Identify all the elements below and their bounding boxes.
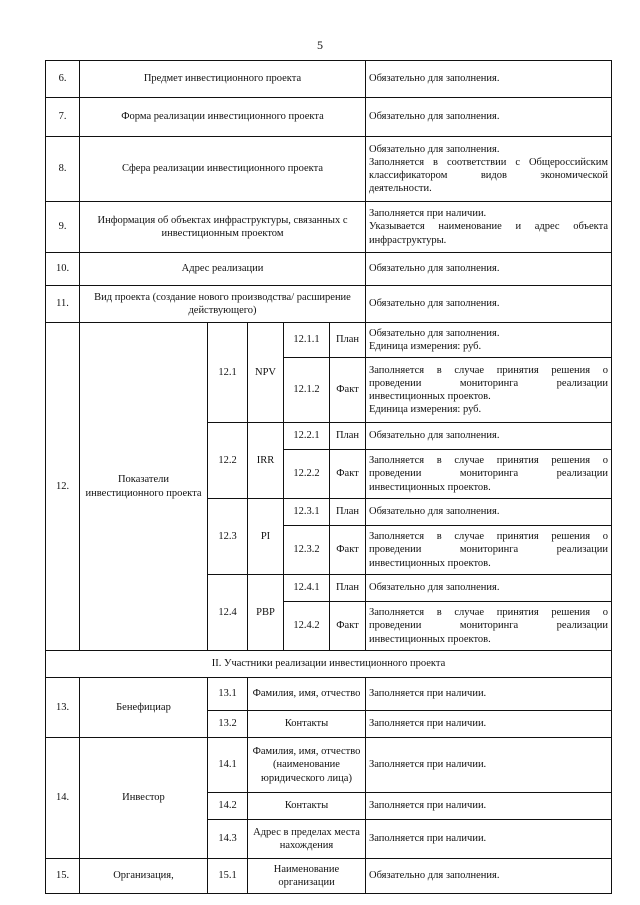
table-row [46, 253, 612, 286]
indicator-code [208, 423, 248, 499]
item-code-line: 14.2 [218, 800, 237, 812]
row-number [46, 253, 80, 286]
table-row [46, 651, 612, 678]
row-description [366, 253, 612, 286]
fact-label-line: Факт [336, 384, 359, 396]
section-title-line: II. Участники реализации инвестиционного проекта [211, 658, 446, 670]
fact-label-line: Факт [336, 468, 359, 480]
item-name-line: Контакты [284, 718, 329, 730]
row-number [46, 323, 80, 651]
fact-description [366, 450, 612, 499]
indicator-code [208, 499, 248, 575]
row-name-line: Информация об объектах инфраструктуры, связанных с инвестиционным проектом [97, 214, 348, 239]
row-name-line: Предмет инвестиционного проекта [143, 73, 302, 85]
item-code-line: 13.1 [218, 688, 237, 700]
row-name-line: Инвестор [122, 792, 165, 804]
item-code [208, 859, 248, 894]
fact-label [330, 450, 366, 499]
page-number: 5 [317, 38, 323, 52]
item-name [248, 711, 366, 738]
item-description-line: Заполняется при наличии. [369, 718, 487, 730]
fact-code [284, 526, 330, 575]
item-code-line: 13.2 [218, 718, 237, 730]
row-name-line: Показатели инвестиционного проекта [85, 474, 202, 499]
indicator-name-line: PBP [256, 606, 275, 618]
table-row [46, 286, 612, 323]
item-code-line: 14.1 [218, 759, 237, 771]
indicator-name [248, 499, 284, 575]
item-code [208, 738, 248, 793]
table-row [46, 678, 612, 711]
row-name [80, 678, 208, 738]
fact-label-line: Факт [336, 544, 359, 556]
row-number [46, 61, 80, 98]
row-number-line: 9. [58, 221, 67, 233]
fact-code-line: 12.4.2 [293, 620, 320, 632]
fact-code [284, 358, 330, 423]
item-description [366, 820, 612, 859]
row-name [80, 202, 366, 253]
fact-label [330, 358, 366, 423]
row-number-line: 10. [55, 263, 70, 275]
row-number [46, 286, 80, 323]
item-code-line: 15.1 [218, 870, 237, 882]
fact-label-line: Факт [336, 620, 359, 632]
indicator-name [248, 423, 284, 499]
item-description [366, 738, 612, 793]
item-description-line: Заполняется при наличии. [369, 688, 487, 700]
plan-label [330, 323, 366, 358]
table-row [46, 738, 612, 793]
investment-project-table [45, 60, 612, 894]
indicator-name-line: PI [260, 530, 271, 542]
plan-description-line: Обязательно для заполнения. [369, 506, 500, 518]
row-description [366, 61, 612, 98]
item-code [208, 820, 248, 859]
item-description [366, 859, 612, 894]
row-number [46, 738, 80, 859]
indicator-code [208, 575, 248, 651]
plan-description [366, 423, 612, 450]
row-name [80, 61, 366, 98]
row-description-line: Обязательно для заполнения. [369, 73, 500, 85]
row-description-line: Обязательно для заполнения. [369, 111, 500, 123]
row-number-line: 15. [55, 870, 70, 882]
indicator-code-line: 12.2 [218, 454, 237, 466]
row-description-line: Заполняется при наличии. [369, 208, 487, 220]
plan-label [330, 423, 366, 450]
plan-label-line: План [335, 334, 360, 346]
row-description [366, 98, 612, 137]
row-name-line: Организация, [113, 870, 174, 882]
item-name-line: Адрес в пределах места нахождения [253, 826, 360, 851]
row-number [46, 137, 80, 202]
indicator-name [248, 575, 284, 651]
fact-description-line: Заполняется в случае принятия решения о проведении мониторинга реализации инвестиционных проектов. [369, 364, 608, 402]
fact-code [284, 450, 330, 499]
row-name [80, 859, 208, 894]
plan-label-line: План [335, 506, 360, 518]
fact-description-line: Заполняется в случае принятия решения о проведении мониторинга реализации инвестиционных проектов. [369, 531, 608, 569]
row-description [366, 137, 612, 202]
item-name-line: Наименование организации [273, 863, 340, 888]
fact-code-line: 12.3.2 [293, 544, 320, 556]
row-name-line: Сфера реализации инвестиционного проекта [121, 163, 323, 175]
indicator-name-line: IRR [256, 454, 275, 466]
plan-description-line: Обязательно для заполнения. [369, 430, 500, 442]
item-description [366, 793, 612, 820]
fact-code-line: 12.2.2 [293, 468, 320, 480]
fact-description [366, 526, 612, 575]
plan-description-line: Обязательно для заполнения. [369, 327, 500, 339]
row-number-line: 12. [55, 480, 70, 492]
fact-code [284, 602, 330, 651]
plan-description [366, 323, 612, 358]
row-name-line: Адрес реализации [181, 263, 264, 275]
table-row [46, 202, 612, 253]
indicator-code-line: 12.1 [218, 366, 237, 378]
item-name [248, 678, 366, 711]
row-name [80, 323, 208, 651]
plan-label [330, 499, 366, 526]
indicator-code [208, 323, 248, 423]
row-name [80, 137, 366, 202]
plan-description-line: Обязательно для заполнения. [369, 582, 500, 594]
plan-code-line: 12.4.1 [293, 582, 320, 594]
indicator-name-line: NPV [254, 366, 276, 378]
item-description [366, 678, 612, 711]
row-description [366, 202, 612, 253]
row-number [46, 202, 80, 253]
row-number-line: 11. [56, 298, 69, 310]
item-name [248, 738, 366, 793]
row-number-line: 14. [55, 792, 70, 804]
table-row [46, 137, 612, 202]
section-title [46, 651, 612, 678]
row-name-line: Форма реализации инвестиционного проекта [121, 111, 324, 123]
plan-code [284, 575, 330, 602]
plan-code [284, 499, 330, 526]
row-description-line: Указывается наименование и адрес объекта инфраструктуры. [369, 221, 608, 246]
plan-code-line: 12.1.1 [293, 334, 320, 346]
item-name [248, 820, 366, 859]
row-number-line: 13. [55, 701, 70, 713]
fact-description [366, 358, 612, 423]
fact-description-line: Заполняется в случае принятия решения о проведении мониторинга реализации инвестиционных проектов. [369, 607, 608, 645]
row-number [46, 678, 80, 738]
item-code [208, 793, 248, 820]
row-number [46, 98, 80, 137]
item-description-line: Заполняется при наличии. [369, 833, 487, 845]
row-description-line: Обязательно для заполнения. [369, 143, 500, 155]
item-code [208, 711, 248, 738]
row-number [46, 859, 80, 894]
row-number-line: 8. [58, 163, 67, 175]
item-description [366, 711, 612, 738]
item-description-line: Заполняется при наличии. [369, 759, 487, 771]
table-row [46, 323, 612, 358]
plan-code-line: 12.2.1 [293, 430, 320, 442]
row-name-line: Вид проекта (создание нового производства/ расширение действующего) [94, 291, 351, 316]
plan-label-line: План [335, 582, 360, 594]
plan-description [366, 499, 612, 526]
item-name-line: Фамилия, имя, отчество (наименование юридического лица) [252, 746, 361, 784]
plan-code [284, 323, 330, 358]
item-name [248, 793, 366, 820]
plan-code-line: 12.3.1 [293, 506, 320, 518]
table-row [46, 859, 612, 894]
row-description-line: Обязательно для заполнения. [369, 298, 500, 310]
plan-label-line: План [335, 430, 360, 442]
indicator-name [248, 323, 284, 423]
item-name [248, 859, 366, 894]
item-name-line: Фамилия, имя, отчество [252, 688, 361, 700]
fact-description-line: Единица измерения: руб. [369, 404, 482, 416]
item-code [208, 678, 248, 711]
row-name [80, 98, 366, 137]
fact-label [330, 526, 366, 575]
indicator-code-line: 12.4 [218, 606, 237, 618]
fact-description [366, 602, 612, 651]
row-name [80, 253, 366, 286]
item-code-line: 14.3 [218, 833, 237, 845]
plan-description-line: Единица измерения: руб. [369, 341, 482, 352]
item-description-line: Заполняется при наличии. [369, 800, 487, 812]
plan-code [284, 423, 330, 450]
row-name [80, 738, 208, 859]
row-name [80, 286, 366, 323]
plan-description [366, 575, 612, 602]
row-description [366, 286, 612, 323]
item-description-line: Обязательно для заполнения. [369, 870, 500, 882]
table-row [46, 98, 612, 137]
fact-description-line: Заполняется в случае принятия решения о проведении мониторинга реализации инвестиционных проектов. [369, 455, 608, 493]
row-description-line: Заполняется в соответствии с Общероссийским классификатором видов экономической деятельности. [369, 156, 608, 195]
indicator-code-line: 12.3 [218, 530, 237, 542]
table-row [46, 61, 612, 98]
fact-code-line: 12.1.2 [293, 384, 320, 396]
row-number-line: 7. [58, 111, 67, 123]
item-name-line: Контакты [284, 800, 329, 812]
row-name-line: Бенефициар [116, 701, 171, 713]
plan-label [330, 575, 366, 602]
fact-label [330, 602, 366, 651]
row-number-line: 6. [58, 73, 67, 85]
row-description-line: Обязательно для заполнения. [369, 263, 500, 275]
